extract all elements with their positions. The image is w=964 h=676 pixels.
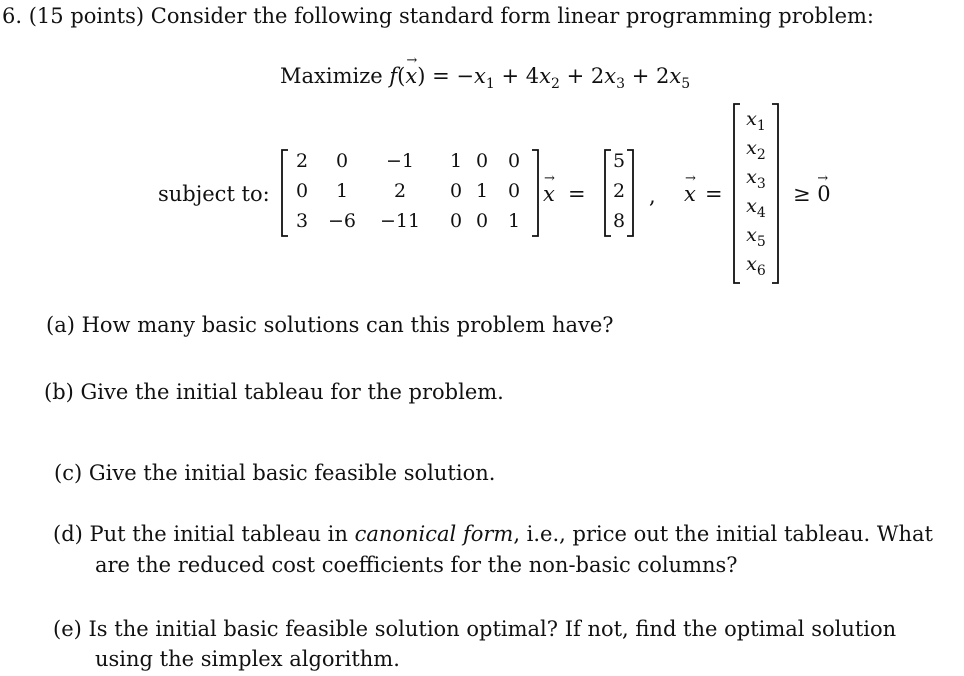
matrix-cell: 2 <box>295 150 309 172</box>
objective-f: f <box>389 64 398 88</box>
obj-term-2: + $4x_2$ <box>501 64 560 93</box>
equals-sign: = <box>568 182 586 206</box>
matrix-cell: 0 <box>475 210 489 232</box>
vector-x-cell: $x_3$ <box>746 166 766 192</box>
vector-arrow-icon: → <box>817 171 829 186</box>
vec-x-def <box>684 171 696 206</box>
part-b <box>44 382 504 403</box>
vector-arrow-icon: → <box>406 53 418 68</box>
obj-term-3: + $2x_3$ <box>566 64 626 93</box>
matrix-cell: 0 <box>475 150 489 172</box>
matrix-cell: 0 <box>507 180 521 202</box>
vector-cell: 8 <box>612 210 626 232</box>
comma: , <box>649 184 656 208</box>
part-d-line2: are the reduced cost coefficients for the non-basic columns? <box>95 553 738 577</box>
matrix-cell: −6 <box>327 210 356 232</box>
vector-x-cell: $x_5$ <box>746 224 766 250</box>
vector-cell: 5 <box>612 150 626 172</box>
subject-to-label: subject to: <box>158 182 270 206</box>
equals-sign: = <box>705 182 723 206</box>
vector-x-cell: $x_6$ <box>746 253 766 279</box>
vector-x-cell: $x_2$ <box>746 137 766 163</box>
part-text: Give the initial basic feasible solution. <box>88 461 496 485</box>
nonnegativity <box>793 171 831 206</box>
paren-open: ( <box>397 64 406 88</box>
matrix-cell: 0 <box>507 150 521 172</box>
matrix-cell: 0 <box>449 210 463 232</box>
vec-x-letter: x <box>543 182 555 206</box>
matrix-cell: 1 <box>475 180 489 202</box>
vector-x-cell: $x_1$ <box>746 108 766 134</box>
part-label: (a) <box>46 313 75 337</box>
objective-x-letter: x <box>405 64 418 88</box>
zero-vector: 0 <box>817 182 831 206</box>
matrix-cell: 1 <box>507 210 521 232</box>
obj-term-1: $-x_1$ <box>456 64 495 93</box>
objective-equals: = <box>432 64 450 88</box>
matrix-cell: −11 <box>379 210 421 232</box>
matrix-cell: 3 <box>295 210 309 232</box>
part-label: (b) <box>44 380 74 404</box>
problem-points: (15 points) <box>28 4 145 28</box>
part-d <box>53 524 933 545</box>
vector-x-cell: $x_4$ <box>746 195 766 221</box>
problem-intro: Consider the following standard form linear programming problem: <box>150 4 875 28</box>
vec-x-times <box>543 171 555 206</box>
vector-arrow-icon: → <box>544 171 555 186</box>
part-label: (c) <box>54 461 83 485</box>
part-label: (e) <box>53 617 82 641</box>
matrix-cell: 1 <box>335 180 349 202</box>
objective-word: Maximize <box>280 64 383 88</box>
part-text-emphasis: canonical form <box>354 522 514 546</box>
paren-close: ) <box>417 64 426 88</box>
vector-cell: 2 <box>612 180 626 202</box>
matrix-a-left-bracket <box>282 150 288 236</box>
part-text: , i.e., price out the initial tableau. What <box>513 522 933 546</box>
part-a <box>46 315 614 336</box>
part-c <box>54 463 495 484</box>
part-text: Put the initial tableau in <box>89 522 355 546</box>
geq-sign: ≥ <box>793 182 811 206</box>
vector-arrow-icon: → <box>685 171 696 186</box>
part-label: (d) <box>53 522 83 546</box>
part-e <box>53 619 896 640</box>
matrix-cell: −1 <box>385 150 414 172</box>
vec-x-letter: x <box>684 182 696 206</box>
matrix-cell: 0 <box>335 150 349 172</box>
matrix-cell: 1 <box>449 150 463 172</box>
obj-term-4: + $2x_5$ <box>631 64 691 93</box>
matrix-a-right-bracket <box>532 150 538 236</box>
part-text: Is the initial basic feasible solution optimal? If not, find the optimal solution <box>88 617 897 641</box>
matrix-cell: 0 <box>449 180 463 202</box>
problem-number: 6. <box>2 4 23 28</box>
vector-x-right-bracket <box>772 104 778 283</box>
matrix-cell: 0 <box>295 180 309 202</box>
part-e-line2: using the simplex algorithm. <box>95 647 400 671</box>
part-text: How many basic solutions can this problem have? <box>81 313 614 337</box>
matrix-cell: 2 <box>393 180 407 202</box>
part-text: Give the initial tableau for the problem. <box>80 380 504 404</box>
